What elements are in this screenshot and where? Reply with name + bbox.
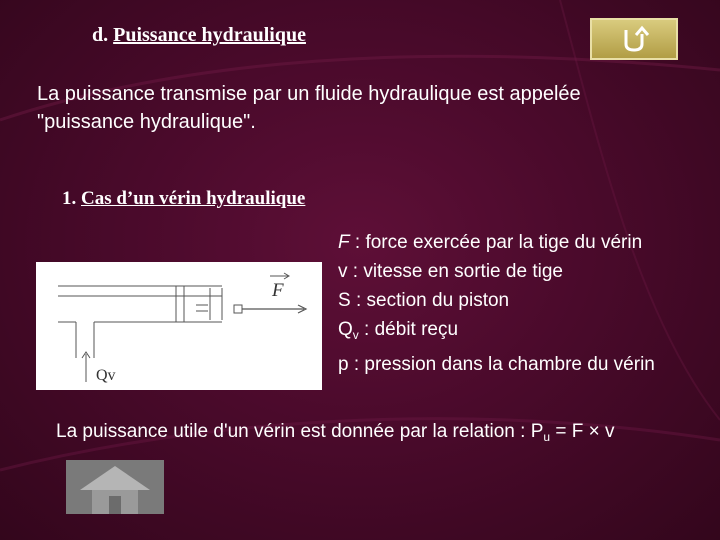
house-icon [66,460,164,514]
section-heading-d [92,24,306,47]
definition-speed [338,257,720,286]
definition-pressure [338,350,720,379]
definition-force-text: : force exercée par la tige du vérin [349,232,643,253]
power-formula [56,418,712,451]
diagram-flow-label: Qv [96,367,116,384]
definition-force [338,228,720,257]
definition-force-symbol: F [338,232,350,253]
definition-section-text: : section du piston [350,290,510,311]
definitions-list [338,228,720,379]
return-arrow-icon [616,24,652,54]
definition-speed-text: : vitesse en sortie de tige [347,261,563,282]
power-formula-sub: u [543,430,551,444]
house-thumbnail[interactable] [66,460,164,514]
subsection-heading-1-prefix: 1. [62,188,81,209]
definition-pressure-text: : pression dans la chambre du vérin [348,354,655,375]
section-heading-d-prefix: d. [92,24,114,46]
definition-flow-sub: v [352,328,359,342]
definition-speed-symbol: v [338,261,348,282]
subsection-heading-1 [62,188,305,210]
definition-flow [338,315,720,350]
definition-section [338,286,720,315]
diagram-force-label: F [272,280,284,301]
definition-section-symbol: S [338,290,351,311]
power-formula-text: La puissance utile d'un vérin est donnée par la relation : P [56,421,544,442]
definition-flow-text: : débit reçu [358,319,459,340]
section-heading-d-title: Puissance hydraulique [113,24,306,46]
home-button[interactable] [590,18,678,60]
intro-paragraph: La puissance transmise par un fluide hydraulique est appelée "puissance hydraulique". [37,83,581,133]
power-formula-rest: = F × v [550,421,615,442]
subsection-heading-1-title: Cas d’un vérin hydraulique [81,188,306,209]
definition-pressure-symbol: p [338,354,349,375]
jack-diagram [36,262,322,390]
definition-flow-symbol: Q [338,319,353,340]
